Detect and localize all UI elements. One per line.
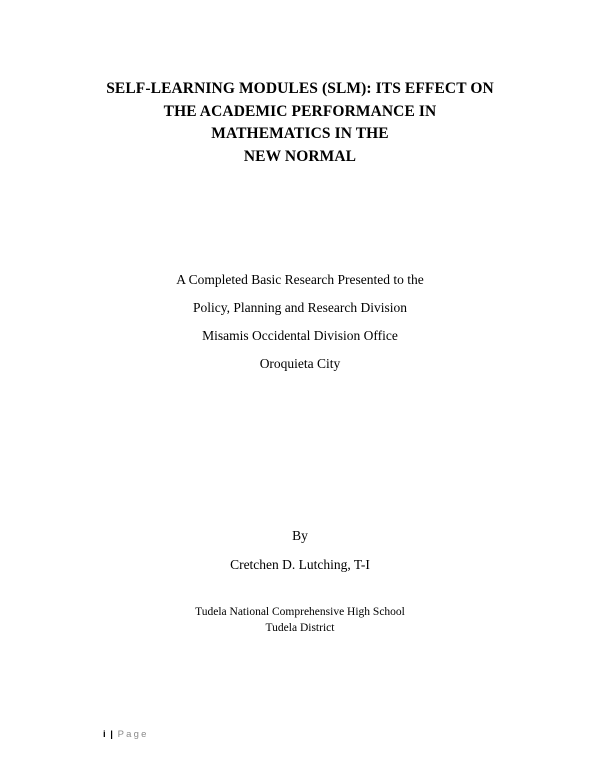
page-footer bbox=[103, 729, 149, 741]
submission-line-3: Misamis Occidental Division Office bbox=[202, 328, 398, 343]
page-label: Page bbox=[117, 729, 149, 740]
title-line-4: NEW NORMAL bbox=[243, 147, 357, 165]
school-info bbox=[0, 604, 600, 636]
author-name: Cretchen D. Lutching, T-I bbox=[230, 557, 370, 572]
submission-line-4: Oroquieta City bbox=[259, 356, 341, 371]
title-line-2: THE ACADEMIC PERFORMANCE IN bbox=[163, 102, 437, 120]
by-label: By bbox=[292, 528, 308, 543]
page-separator: | bbox=[110, 729, 113, 740]
title-line-1: SELF-LEARNING MODULES (SLM): ITS EFFECT ON bbox=[106, 80, 494, 97]
submission-statement bbox=[0, 266, 600, 378]
school-district: Tudela District bbox=[265, 622, 335, 634]
title-line-3: MATHEMATICS IN THE bbox=[211, 125, 389, 142]
submission-line-1: A Completed Basic Research Presented to the bbox=[176, 272, 424, 287]
page-number: i bbox=[103, 729, 106, 740]
submission-line-2: Policy, Planning and Research Division bbox=[193, 300, 407, 315]
school-name: Tudela National Comprehensive High School bbox=[195, 606, 405, 618]
document-title bbox=[0, 78, 600, 168]
